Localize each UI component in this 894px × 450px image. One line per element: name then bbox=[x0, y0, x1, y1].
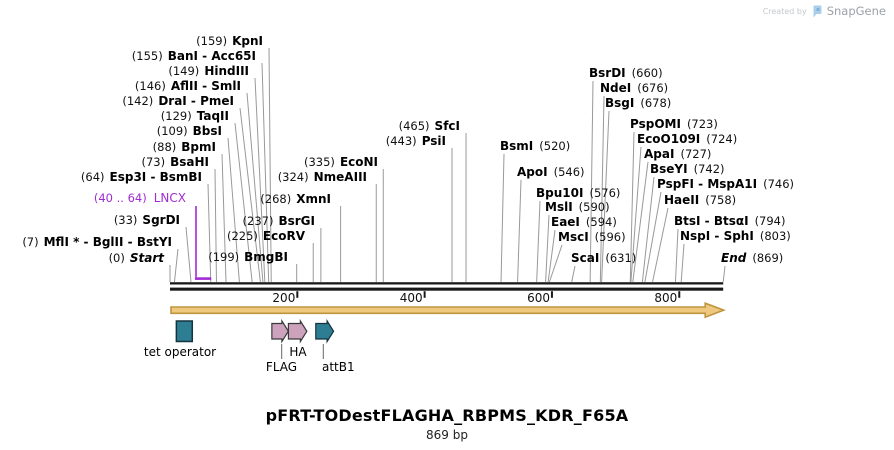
site-label-kpni[interactable] bbox=[196, 35, 263, 48]
site-label-drai-pmei[interactable] bbox=[122, 95, 234, 108]
site-label-ndei[interactable] bbox=[600, 82, 668, 95]
site-name: HaeII bbox=[664, 193, 700, 207]
site-label-bmgbi[interactable] bbox=[208, 251, 288, 264]
site-label-bsmi[interactable] bbox=[500, 140, 570, 153]
site-position: (794) bbox=[754, 214, 786, 228]
site-name: NdeI bbox=[600, 81, 632, 95]
site-name: HindIII bbox=[204, 64, 249, 78]
site-name: TaqII bbox=[196, 109, 229, 123]
ruler-tick-label-400: 400 bbox=[399, 291, 423, 305]
ruler-tick-label-200: 200 bbox=[272, 291, 296, 305]
site-position: (465) bbox=[398, 119, 430, 133]
site-position: (0) bbox=[108, 251, 125, 265]
site-label-bbsi[interactable] bbox=[157, 125, 222, 138]
site-label-aflii-smli[interactable] bbox=[135, 80, 241, 93]
site-label-hindiii[interactable] bbox=[168, 65, 249, 78]
site-label-xmni[interactable] bbox=[260, 193, 331, 206]
feature-arrow-ha[interactable] bbox=[288, 321, 306, 342]
site-label-bsahi[interactable] bbox=[141, 156, 209, 169]
site-label-taqii[interactable] bbox=[161, 110, 229, 123]
snapgene-watermark bbox=[763, 4, 886, 18]
site-position: (64) bbox=[80, 170, 105, 184]
site-name: Esp3I - BsmBI bbox=[109, 170, 202, 184]
site-name: Bpu10I bbox=[536, 186, 584, 200]
site-position: (869) bbox=[752, 251, 784, 265]
site-name: PspFI - MspA1I bbox=[657, 177, 758, 191]
site-name: NmeAIII bbox=[313, 170, 367, 184]
site-position: (268) bbox=[260, 192, 292, 206]
site-label-msci[interactable] bbox=[558, 231, 626, 244]
site-label-bani-acc65i[interactable] bbox=[132, 50, 256, 63]
site-name: ScaI bbox=[571, 251, 600, 265]
site-position: (746) bbox=[763, 177, 795, 191]
site-position: (159) bbox=[196, 34, 228, 48]
site-position: (109) bbox=[156, 124, 188, 138]
site-position: (146) bbox=[134, 79, 166, 93]
site-label-bsrdi[interactable] bbox=[589, 67, 663, 80]
feature-box-tet-operator[interactable] bbox=[176, 321, 192, 342]
site-position: (676) bbox=[637, 81, 669, 95]
leader-line-esp3i-bsmbi bbox=[208, 184, 211, 282]
feature-label-attb1[interactable]: attB1 bbox=[322, 360, 355, 374]
site-position: (324) bbox=[277, 170, 309, 184]
site-name: End bbox=[721, 251, 747, 265]
site-position: (129) bbox=[160, 109, 192, 123]
site-label-apai[interactable] bbox=[644, 148, 711, 161]
site-position: (546) bbox=[553, 165, 585, 179]
annotation-label-lncx[interactable] bbox=[94, 192, 186, 205]
site-name: BbsI bbox=[192, 124, 222, 138]
site-label-mfli-bglii-bstyi[interactable] bbox=[22, 236, 172, 249]
site-position: (443) bbox=[385, 134, 417, 148]
feature-label-tet-operator[interactable]: tet operator bbox=[143, 345, 217, 359]
site-name: BsmI bbox=[500, 139, 534, 153]
site-name: BsrDI bbox=[589, 66, 626, 80]
leader-line-mfli-bglii-bstyi bbox=[174, 249, 178, 282]
site-label-sgrdi[interactable] bbox=[114, 214, 180, 227]
site-position: (724) bbox=[706, 132, 738, 146]
leader-line-bpu10i bbox=[537, 201, 540, 282]
sequence-backbone-line-bottom bbox=[170, 288, 723, 291]
site-label-end[interactable] bbox=[721, 252, 783, 265]
site-name: BsrGI bbox=[278, 214, 315, 228]
site-name: ApoI bbox=[517, 165, 548, 179]
feature-arrow-flag[interactable] bbox=[272, 321, 289, 342]
site-label-msli[interactable] bbox=[545, 201, 610, 214]
site-position: (7) bbox=[22, 235, 39, 249]
site-position: (520) bbox=[539, 139, 571, 153]
ruler-tick-label-800: 800 bbox=[654, 291, 678, 305]
site-label-nspi-sphi[interactable] bbox=[680, 230, 791, 243]
feature-arrow-attb1[interactable] bbox=[316, 321, 334, 342]
site-name: BanI - Acc65I bbox=[167, 49, 256, 63]
site-label-bpu10i[interactable] bbox=[536, 187, 620, 200]
map-length: 869 bp bbox=[426, 428, 468, 442]
site-label-pspomi[interactable] bbox=[630, 118, 718, 131]
leader-line-msci bbox=[549, 245, 562, 282]
site-name: XmnI bbox=[296, 192, 331, 206]
site-name: PsiI bbox=[421, 134, 446, 148]
site-label-esp3i-bsmbi[interactable] bbox=[81, 171, 202, 184]
site-name: DraI - PmeI bbox=[158, 94, 234, 108]
site-position: (33) bbox=[113, 213, 138, 227]
site-position: (594) bbox=[585, 215, 617, 229]
sequence-direction-arrow bbox=[171, 303, 724, 317]
feature-label-ha[interactable]: HA bbox=[289, 345, 307, 359]
site-position: (155) bbox=[131, 49, 163, 63]
site-position: (199) bbox=[208, 250, 240, 264]
site-name: MscI bbox=[558, 230, 589, 244]
site-name: BseYI bbox=[650, 162, 688, 176]
site-name: SfcI bbox=[434, 119, 460, 133]
ruler-tick-label-600: 600 bbox=[527, 291, 550, 305]
site-position: (631) bbox=[605, 251, 637, 265]
site-label-econi[interactable] bbox=[304, 156, 378, 169]
site-name: KpnI bbox=[232, 34, 263, 48]
leader-line-haeii bbox=[653, 208, 668, 282]
site-position: (723) bbox=[686, 117, 718, 131]
site-label-nmeaiii[interactable] bbox=[278, 171, 367, 184]
snapgene-logo-icon bbox=[812, 5, 822, 18]
feature-label-flag[interactable]: FLAG bbox=[265, 360, 298, 374]
site-name: Start bbox=[129, 251, 164, 265]
site-position: (758) bbox=[705, 193, 737, 207]
site-label-eaei[interactable] bbox=[551, 216, 617, 229]
site-name: PspOMI bbox=[630, 117, 681, 131]
site-position: (335) bbox=[304, 155, 335, 169]
site-name: NspI - SphI bbox=[680, 229, 754, 243]
sequence-backbone-line-top bbox=[170, 282, 723, 284]
site-name: EaeI bbox=[551, 215, 580, 229]
site-label-bseyi[interactable] bbox=[650, 163, 725, 176]
site-name: AflII - SmlI bbox=[170, 79, 241, 93]
site-name: BsaHI bbox=[170, 155, 209, 169]
site-label-scai[interactable] bbox=[571, 252, 636, 265]
leader-line-bsahi bbox=[215, 169, 216, 282]
site-position: (142) bbox=[122, 94, 154, 108]
leader-line-bsmi bbox=[501, 154, 504, 282]
map-title: pFRT-TODestFLAGHA_RBPMS_KDR_F65A bbox=[265, 406, 629, 425]
site-name: BtsI - BtsαI bbox=[674, 214, 749, 228]
annotation-name: LNCX bbox=[153, 191, 186, 205]
site-label-apoi[interactable] bbox=[517, 166, 585, 179]
site-name: BsgI bbox=[605, 96, 635, 110]
site-position: (576) bbox=[589, 186, 621, 200]
leader-line-msli bbox=[546, 215, 549, 282]
site-position: (596) bbox=[594, 230, 626, 244]
site-position: (742) bbox=[693, 162, 725, 176]
site-label-haeii[interactable] bbox=[664, 194, 736, 207]
leader-line-scai bbox=[572, 266, 575, 282]
site-label-btsi-bts-i[interactable] bbox=[674, 215, 786, 228]
site-name: BpmI bbox=[181, 140, 216, 154]
site-label-sfci[interactable] bbox=[399, 120, 460, 133]
leader-line-sgrdi bbox=[186, 227, 191, 282]
site-name: MslI bbox=[545, 200, 573, 214]
site-name: SgrDI bbox=[142, 213, 180, 227]
site-label-pspfi-mspa1i[interactable] bbox=[657, 178, 794, 191]
site-position: (73) bbox=[141, 155, 166, 169]
site-label-ecoo109i[interactable] bbox=[637, 133, 737, 146]
site-label-start[interactable] bbox=[109, 252, 164, 265]
annotation-range: (40 .. 64) bbox=[93, 191, 147, 205]
site-position: (727) bbox=[680, 147, 712, 161]
watermark-brand: SnapGene bbox=[826, 4, 886, 18]
leader-line-apoi bbox=[518, 180, 521, 282]
site-label-psii[interactable] bbox=[386, 135, 446, 148]
site-label-bsgi[interactable] bbox=[605, 97, 671, 110]
site-position: (88) bbox=[152, 140, 177, 154]
site-name: EcoNI bbox=[339, 155, 378, 169]
title-block bbox=[0, 406, 894, 442]
site-position: (803) bbox=[759, 229, 791, 243]
site-position: (590) bbox=[578, 200, 610, 214]
site-position: (149) bbox=[168, 64, 200, 78]
site-name: MflI * - BglII - BstYI bbox=[43, 235, 172, 249]
site-label-bpmi[interactable] bbox=[153, 141, 216, 154]
site-position: (678) bbox=[640, 96, 672, 110]
watermark-created-by: Created by bbox=[762, 6, 807, 16]
site-position: (225) bbox=[226, 229, 258, 243]
site-position: (237) bbox=[242, 214, 274, 228]
site-name: EcoRV bbox=[262, 229, 305, 243]
site-name: EcoO109I bbox=[637, 132, 701, 146]
leader-line-end bbox=[723, 266, 725, 282]
lncx-range-bracket bbox=[195, 277, 211, 280]
site-label-bsrgi[interactable] bbox=[243, 215, 315, 228]
site-label-ecorv[interactable] bbox=[227, 230, 305, 243]
leader-line-btsi-bts-i bbox=[675, 229, 678, 282]
site-position: (660) bbox=[631, 66, 663, 80]
site-name: BmgBI bbox=[244, 250, 288, 264]
leader-line-kpni bbox=[269, 48, 271, 282]
leader-line-nspi-sphi bbox=[681, 244, 684, 282]
site-name: ApaI bbox=[644, 147, 675, 161]
